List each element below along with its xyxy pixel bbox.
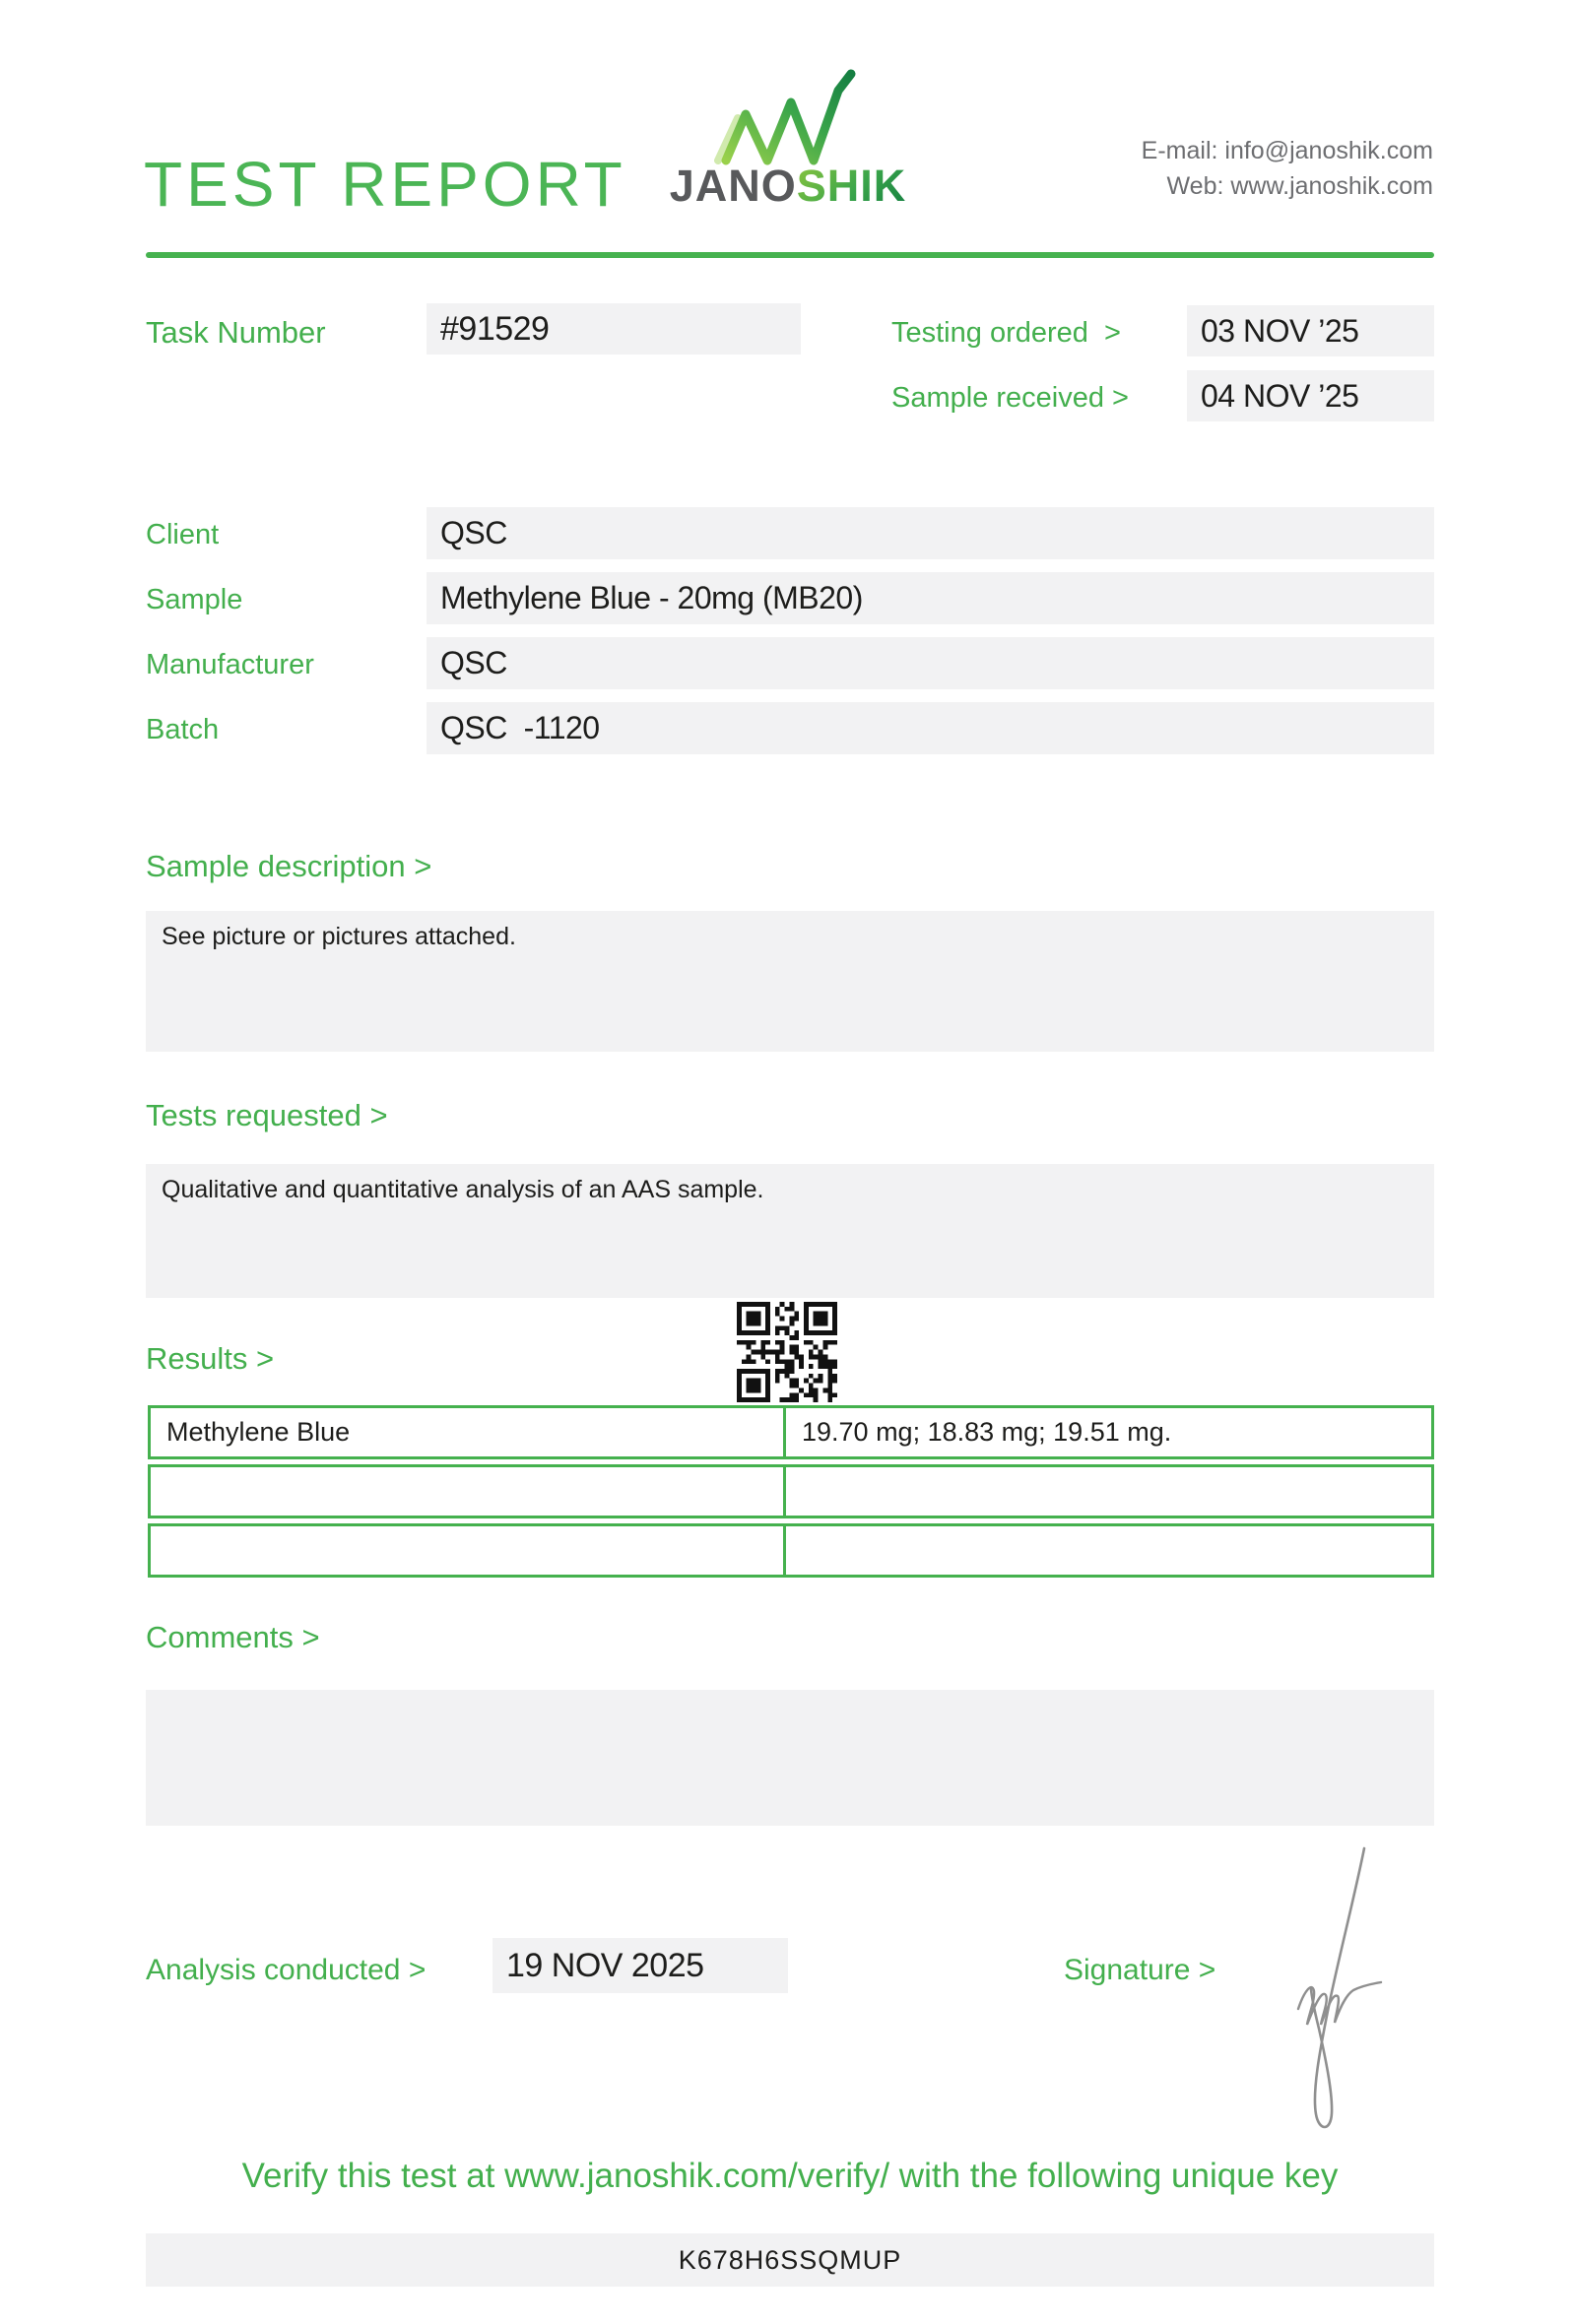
detail-value-sample: Methylene Blue - 20mg (MB20) <box>440 580 863 615</box>
result-value <box>786 1467 1431 1516</box>
testing-ordered-box <box>1187 305 1434 356</box>
result-value: 19.70 mg; 18.83 mg; 19.51 mg. <box>802 1417 1172 1447</box>
detail-row <box>427 572 1434 624</box>
result-analyte <box>151 1467 786 1516</box>
header-divider <box>146 252 1434 258</box>
comments-heading: Comments > <box>146 1620 320 1654</box>
contact-web: Web: www.janoshik.com <box>1166 172 1433 200</box>
signature-label: Signature > <box>1064 1954 1216 1986</box>
task-number-label: Task Number <box>146 315 326 350</box>
result-value <box>786 1526 1431 1575</box>
tests-requested-heading: Tests requested > <box>146 1098 388 1132</box>
comments-box <box>146 1690 1434 1826</box>
sample-description-box <box>146 911 1434 1052</box>
detail-row <box>427 702 1434 754</box>
sample-received-box <box>1187 370 1434 421</box>
tests-requested-box <box>146 1164 1434 1298</box>
testing-ordered-value: 03 NOV ’25 <box>1201 312 1359 349</box>
chart-growth-icon <box>707 69 865 167</box>
detail-value-client: QSC <box>440 515 507 550</box>
detail-value-manufacturer: QSC <box>440 645 507 680</box>
testing-ordered-label: Testing ordered > <box>891 317 1121 349</box>
analysis-conducted-label: Analysis conducted > <box>146 1954 427 1986</box>
results-table-row <box>148 1464 1434 1518</box>
analysis-date-box <box>492 1938 788 1993</box>
sample-description-text: See picture or pictures attached. <box>162 923 516 950</box>
detail-label-client: Client <box>146 519 220 550</box>
detail-label-batch: Batch <box>146 714 220 745</box>
signature-scribble <box>1271 1843 1394 2139</box>
verify-key-box <box>146 2233 1434 2287</box>
detail-value-batch: QSC -1120 <box>440 710 600 745</box>
analysis-date-value: 19 NOV 2025 <box>506 1946 704 1984</box>
sample-received-label: Sample received > <box>891 382 1129 414</box>
page-title: TEST REPORT <box>144 149 626 220</box>
result-analyte <box>151 1526 786 1575</box>
qr-code <box>737 1302 837 1402</box>
results-table-row <box>148 1523 1434 1578</box>
results-heading: Results > <box>146 1341 275 1376</box>
detail-row <box>427 507 1434 559</box>
sample-description-heading: Sample description > <box>146 849 432 883</box>
brand-name-right: SHIK <box>796 161 907 211</box>
contact-email: E-mail: info@janoshik.com <box>1141 137 1433 164</box>
contact-block <box>1142 133 1433 204</box>
brand-name-left: JANO <box>669 161 797 211</box>
detail-label-sample: Sample <box>146 584 243 615</box>
tests-requested-text: Qualitative and quantitative analysis of an AAS sample. <box>162 1176 764 1203</box>
task-number-value: #91529 <box>440 309 550 348</box>
comments-text <box>146 1690 1434 1713</box>
verify-key: K678H6SSQMUP <box>678 2245 902 2275</box>
results-table-row <box>148 1405 1434 1459</box>
sample-received-value: 04 NOV ’25 <box>1201 377 1359 414</box>
task-number-box <box>427 303 801 355</box>
verify-instruction: Verify this test at www.janoshik.com/verify/ with the following unique key <box>241 2157 1339 2195</box>
result-analyte: Methylene Blue <box>151 1408 786 1456</box>
detail-row <box>427 637 1434 689</box>
detail-label-manufacturer: Manufacturer <box>146 649 314 680</box>
